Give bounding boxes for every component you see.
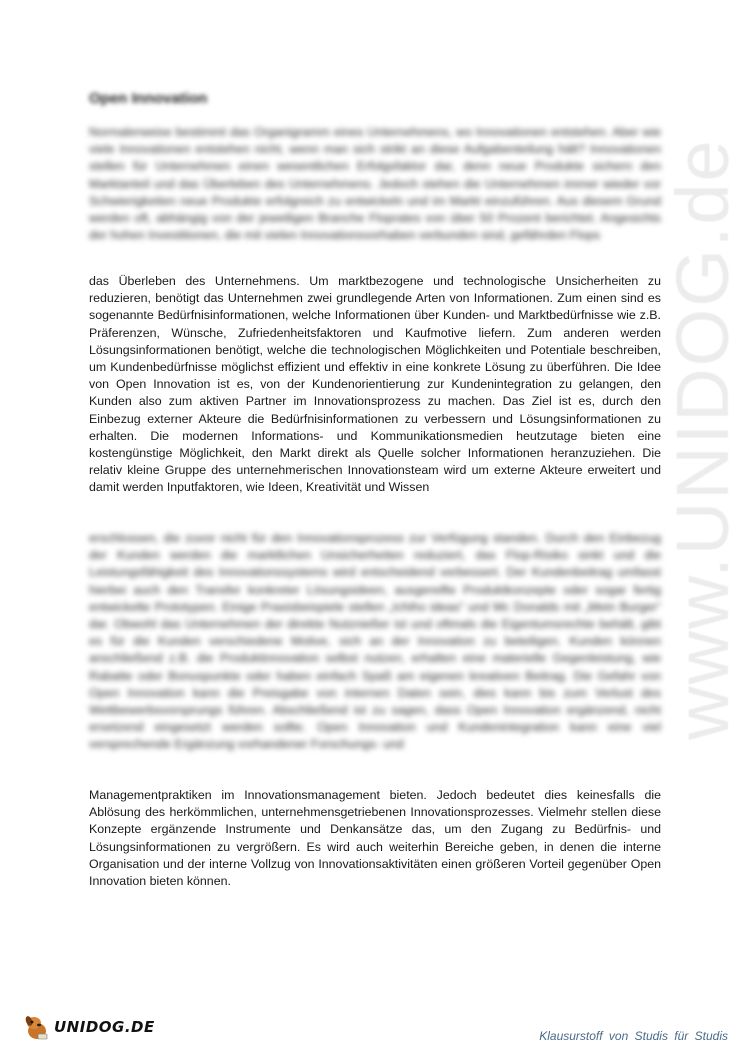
logo-text: UNIDOG.DE xyxy=(54,1018,155,1036)
blurred-paragraph-intro: Normalerweise bestimmt das Organigramm eines Unternehmens, wo Innovationen entstehen. Aber wie viele Innovationen entstehen nicht, wenn man sich strikt an diese Aufgabenteilung hält? Innovationen stellen für Unternehmen einen wesentlichen Erfolgsfaktor dar, denn neue Produkte sichern den Marktanteil und das Überleben des Unternehmens. Jedoch stehen die Unternehmen immer wieder vor Schwierigkeiten neue Produkte erfolgreich zu entwickeln und im Markt einzuführen. Aus diesem Grund werden oft, abhängig von der jeweiligen Branche Floprates von über 50 Prozent berichtet. Angesichts der hohen Investitionen, die mit vielen Innovationsvorhaben verbunden sind, gefährden Flops xyxy=(89,125,661,243)
dog-mascot-icon xyxy=(22,1012,52,1042)
visible-paragraph-1: das Überleben des Unternehmens. Um marktbezogene und technologische Unsicherheiten zu reduzieren, benötigt das Unternehmen zwei grundlegende Arten von Informationen. Zum einen sind es sogenannte Bedürfnisinformationen, welche Informationen über Kunden- und Marktbedürfnisse wie z.B. Präferenzen, Wünsche, Zufriedenheitsfaktoren und Kaufmotive liefern. Zum anderen werden Lösungsinformationen benötigt, welche die technologischen Möglichkeiten und Potentiale beschreiben, um Kundenbedürfnisse möglichst effizient und effektiv in eine konkrete Lösung zu überführen. Die Idee von Open Innovation ist es, von der Kundenorientierung zur Kundenintegration zu gelangen, den Kunden also zum aktiven Partner im Innovationsprozess zu machen. Das Ziel ist es, durch den Einbezug externer Akteure die Bedürfnisinformationen zu verbessern und Lösungsinformationen zu erhalten. Die modernen Informations- und Kommunikationsmedien heutzutage bieten eine kostengünstige Möglichkeit, den Markt direkt als Quelle solcher Informationen heranzuziehen. Die relativ kleine Gruppe des unternehmerischen Innovationsteam wird um externe Akteure erweitert und damit werden Inputfaktoren, wie Ideen, Kreativität und Wissen xyxy=(89,274,661,495)
unidog-logo[interactable] xyxy=(22,1012,155,1042)
footer-slogan: Klausurstoff von Studis für Studis xyxy=(539,1029,728,1043)
blurred-paragraph-middle: erschlossen, die zuvor nicht für den Innovationsprozess zur Verfügung standen. Durch den Einbezug der Kunden werden die marktlichen Unsicherheiten reduziert, das Flop-Risiko sinkt und die Leistungsfähigkeit des Innovationssystems wird entscheidend verbessert. Der Kundenbeitrag umfasst hierbei auch den Transfer konkreter Lösungsideen, ausgereifte Produktkonzepte oder sogar fertig entwickelte Prototypen. Einige Praxisbeispiele stellen „Ichiho ideas“ und Mc Donalds mit „Mein Burger“ dar. Obwohl das Unternehmen der direkte Nutznießer ist und oftmals die Eigentumsrechte behält, gibt es für die Kunden verschiedene Motive, sich an der Innovation zu beteiligen. Kunden können anschließend z.B. die Produktinnovation selbst nutzen, erhalten eine materielle Gegenleistung, wie Rabatte oder Bonuspunkte oder haben einfach Spaß am eigenen kreativen Beitrag. Die Gefahr von Open Innovation kann die Preisgabe von internen Daten sein, dies kann bis zum Verlust des Wettbewerbsvorsprungs führen. Abschließend ist zu sagen, dass Open Innovation ergänzend, nicht ersetzend eingesetzt werden sollte. Open Innovation und Kundenintegration kann eine viel versprechende Ergänzung vorhandener Forschungs- und xyxy=(89,531,661,752)
page-title: Open Innovation xyxy=(89,90,208,107)
visible-paragraph-2: Managementpraktiken im Innovationsmanagement bieten. Jedoch bedeutet dies keinesfalls die Ablösung des herkömmlichen, unternehmensgetriebenen Innovationsprozesses. Vielmehr stellen diese Konzepte ergänzende Instrumente und Denkansätze das, um den Zugang zu Bedürfnis- und Lösungsinformationen zu vergrößern. Es wird auch weiterhin Bereiche geben, in denen die interne Organisation und der interne Vollzug von Innovationsaktivitäten einen größeren Vorteil gegenüber Open Innovation bieten können. xyxy=(89,788,661,889)
watermark: www.UNIDOG.de xyxy=(661,138,744,740)
